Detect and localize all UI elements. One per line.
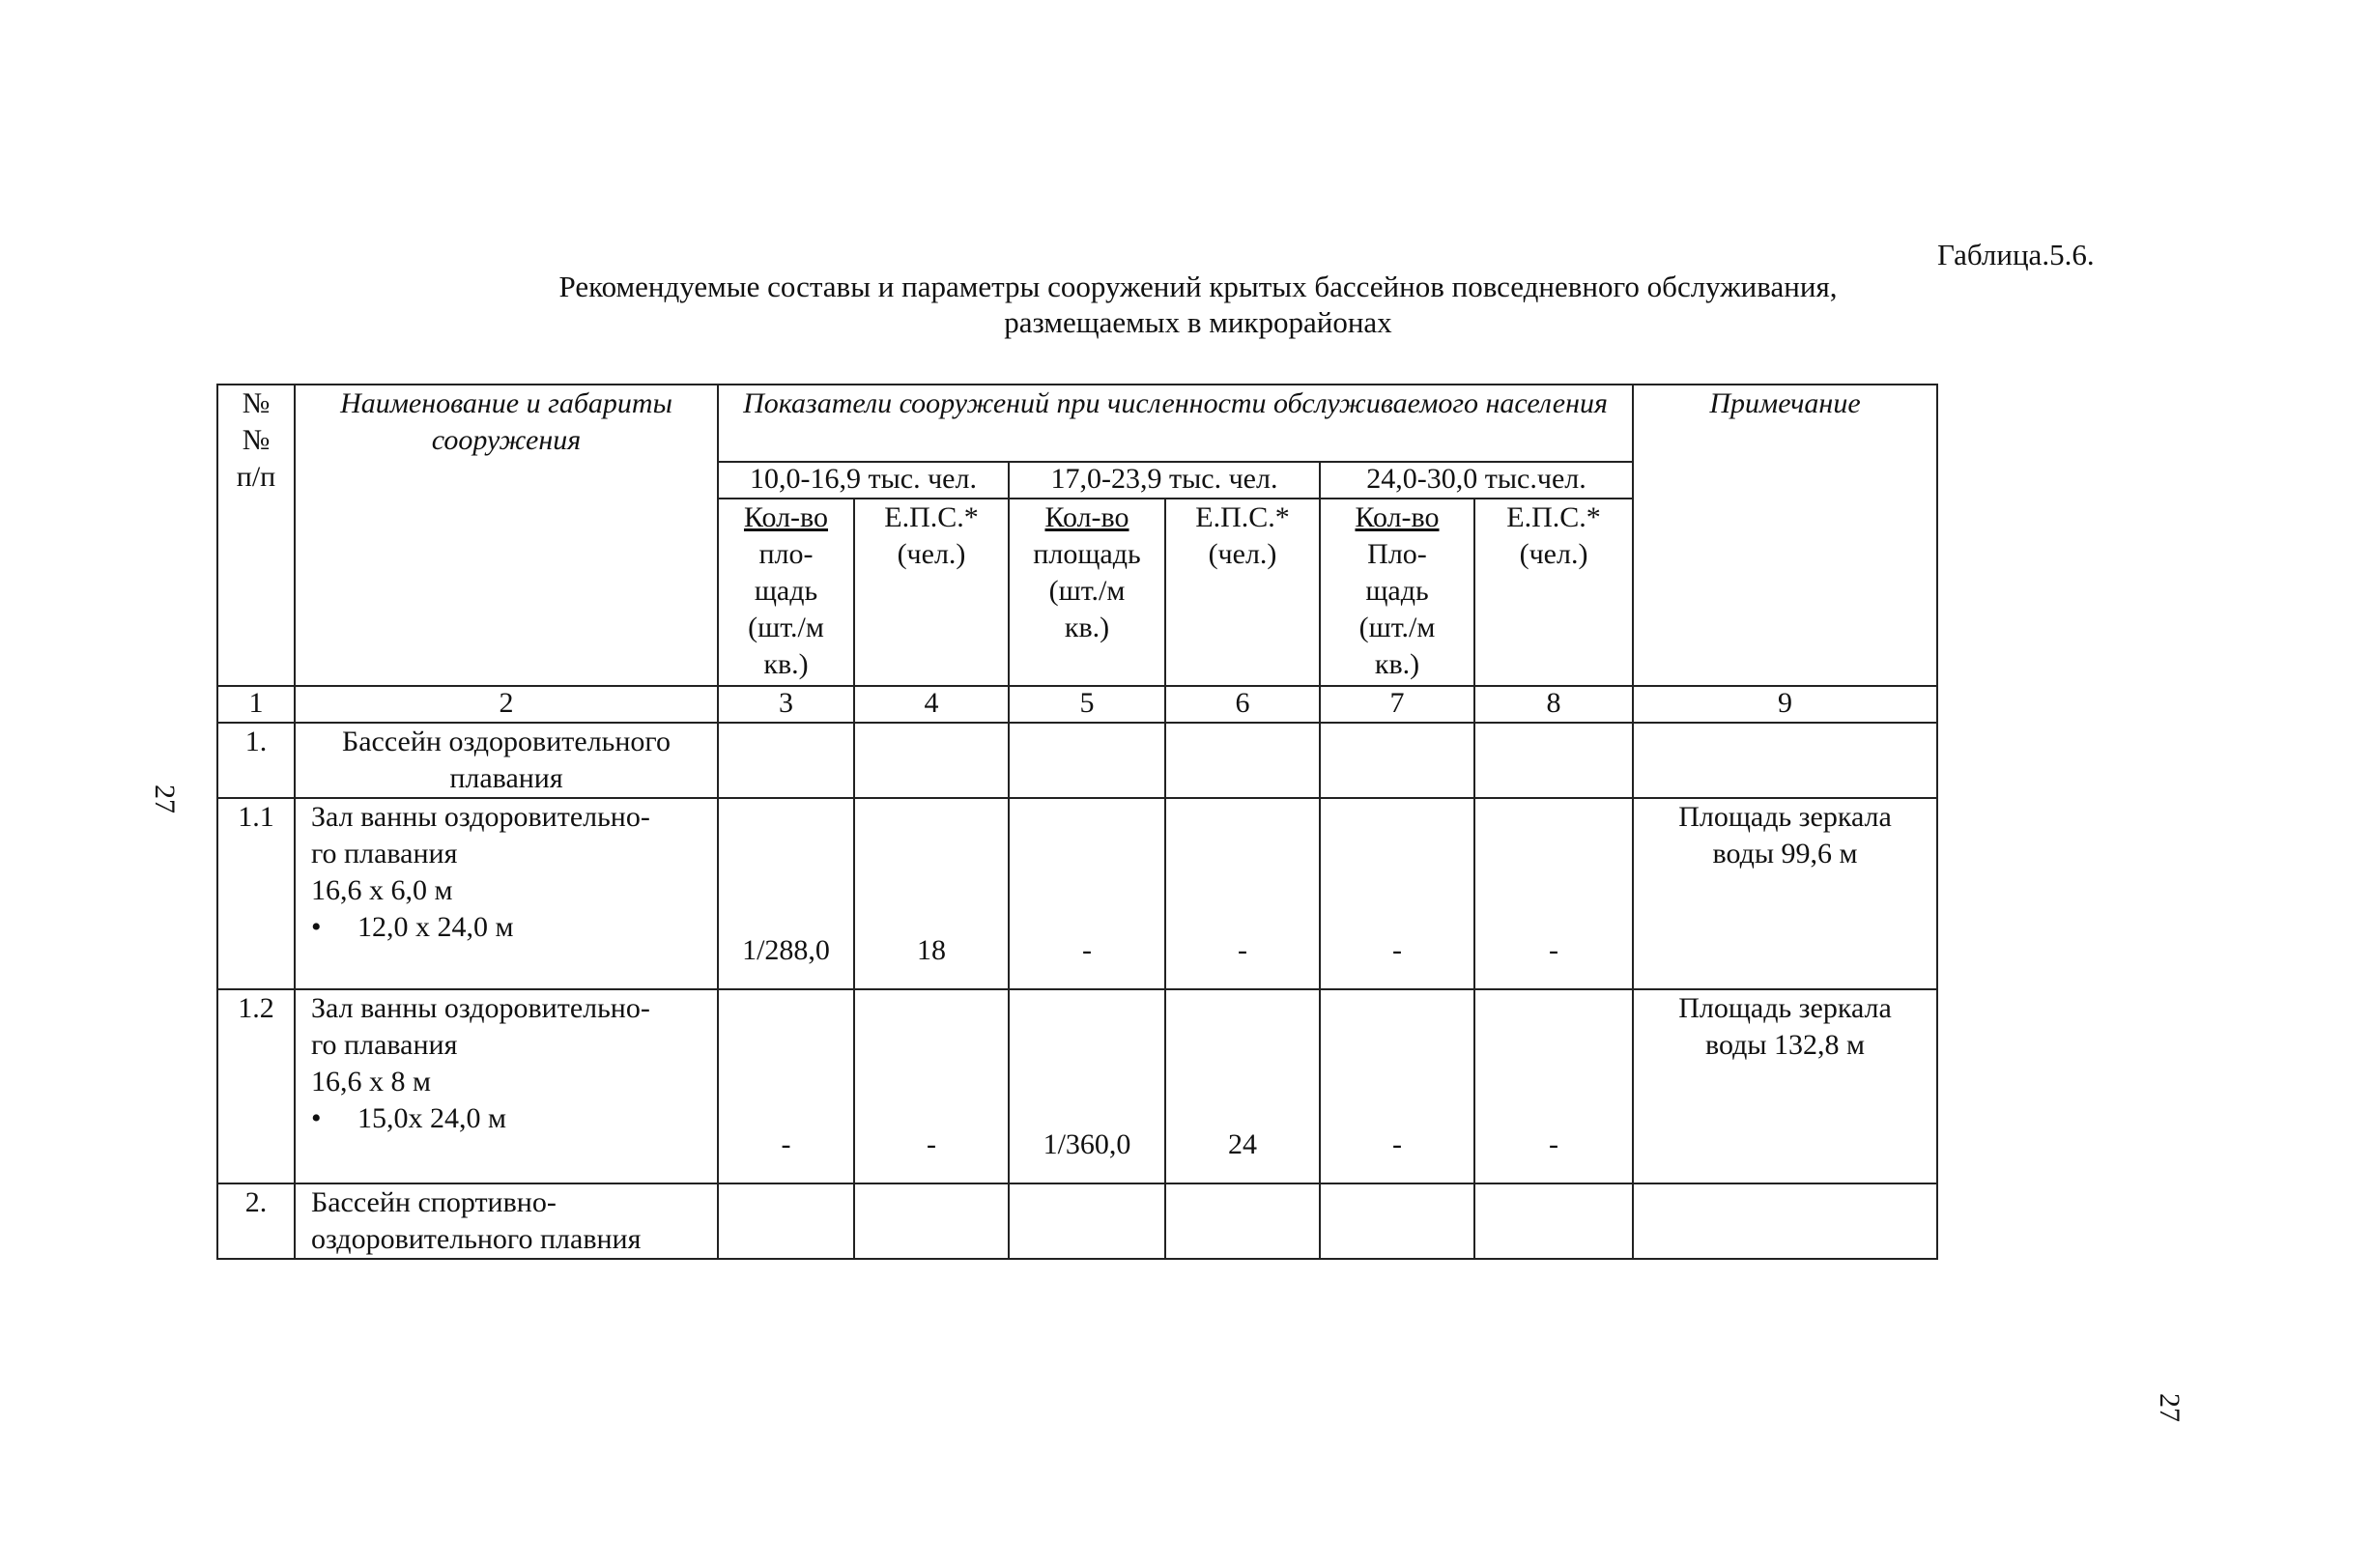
value-cell: - xyxy=(1474,989,1633,1183)
g1-eps-line: Е.П.С.* xyxy=(884,501,979,533)
column-number: 4 xyxy=(854,686,1009,723)
column-number: 9 xyxy=(1633,686,1937,723)
header-no-line: № xyxy=(242,387,271,419)
bullet-icon: • xyxy=(311,911,322,943)
g3-eps-line: (чел.) xyxy=(1519,538,1588,570)
column-number: 6 xyxy=(1165,686,1320,723)
value-cell xyxy=(1165,723,1320,798)
row-name-line: го плавания xyxy=(311,1029,458,1061)
header-name: Наименование и габариты сооружения xyxy=(295,385,718,686)
bottom-page-number: 27 xyxy=(2154,1393,2186,1422)
note-cell xyxy=(1633,798,1937,989)
note-cell xyxy=(1633,1183,1937,1259)
value-cell xyxy=(718,723,854,798)
value-cell xyxy=(1009,1183,1165,1259)
value-cell xyxy=(854,723,1009,798)
g1-count-line: щадь xyxy=(754,575,818,607)
g2-count-area-header xyxy=(1009,499,1165,686)
g3-count-line: Пло- xyxy=(1367,538,1427,570)
value-cell xyxy=(718,1183,854,1259)
value-cell: 1/360,0 xyxy=(1009,989,1165,1183)
value-cell xyxy=(1474,723,1633,798)
g1-count-label: Кол-во xyxy=(743,501,829,533)
row-name-line: Зал ванны оздоровительно- xyxy=(311,992,650,1024)
value-cell: - xyxy=(1320,989,1474,1183)
group-1-header: 10,0-16,9 тыс. чел. xyxy=(718,462,1009,499)
value-cell xyxy=(1320,723,1474,798)
bullet-icon: • xyxy=(311,1102,322,1134)
header-no-line: п/п xyxy=(236,461,276,493)
table-caption xyxy=(464,269,1932,340)
value-cell: 1/288,0 xyxy=(718,798,854,989)
facilities-table xyxy=(216,384,1938,1260)
header-no-line: № xyxy=(242,424,271,456)
g1-count-area-header xyxy=(718,499,854,686)
g2-count-line: (шт./м xyxy=(1048,575,1126,607)
row-number: 1. xyxy=(217,723,295,798)
row-name xyxy=(295,798,718,989)
value-cell: - xyxy=(1165,798,1320,989)
note-cell xyxy=(1633,989,1937,1183)
header-row-1 xyxy=(217,385,1937,462)
header-indicators: Показатели сооружений при численности обслуживаемого населения xyxy=(718,385,1633,462)
row-name-line: плавания xyxy=(449,762,563,794)
g3-eps-header xyxy=(1474,499,1633,686)
row-name-line: 16,6 х 8 м xyxy=(311,1066,431,1098)
row-number: 2. xyxy=(217,1183,295,1259)
column-number: 1 xyxy=(217,686,295,723)
row-name-line: оздоровительного плавния xyxy=(311,1223,642,1255)
row-name xyxy=(295,1183,718,1259)
table-row xyxy=(217,798,1937,989)
side-page-number: 27 xyxy=(149,784,181,813)
value-cell: 18 xyxy=(854,798,1009,989)
value-cell: - xyxy=(1009,798,1165,989)
g2-count-label: Кол-во xyxy=(1044,501,1129,533)
caption-line-2: размещаемых в микрорайонах xyxy=(1004,305,1392,339)
value-cell xyxy=(1474,1183,1633,1259)
g1-count-line: (шт./м xyxy=(748,612,824,643)
value-cell: - xyxy=(1320,798,1474,989)
value-cell: 24 xyxy=(1165,989,1320,1183)
g1-eps-header xyxy=(854,499,1009,686)
column-numbers-row xyxy=(217,686,1937,723)
row-number: 1.2 xyxy=(217,989,295,1183)
value-cell xyxy=(854,1183,1009,1259)
row-bullet-item xyxy=(311,909,713,946)
value-cell: - xyxy=(718,989,854,1183)
caption-line-1: Рекомендуемые составы и параметры сооружений крытых бассейнов повседневного обслуживания, xyxy=(558,270,1838,303)
g2-count-line: кв.) xyxy=(1064,612,1110,643)
table-label: Габлица.5.6. xyxy=(1937,238,2095,271)
row-name-line: Бассейн спортивно- xyxy=(311,1186,557,1218)
note-line: воды 99,6 м xyxy=(1712,838,1858,870)
note-line: Площадь зеркала xyxy=(1678,992,1892,1024)
g2-eps-line: (чел.) xyxy=(1208,538,1277,570)
g3-count-line: кв.) xyxy=(1374,648,1420,680)
value-cell xyxy=(1165,1183,1320,1259)
row-bullet-item xyxy=(311,1100,713,1137)
row-name-line: Бассейн оздоровительного xyxy=(342,726,671,757)
column-number: 3 xyxy=(718,686,854,723)
note-line: Площадь зеркала xyxy=(1678,801,1892,833)
g1-eps-line: (чел.) xyxy=(897,538,966,570)
row-name-line: го плавания xyxy=(311,838,458,870)
g2-eps-line: Е.П.С.* xyxy=(1195,501,1290,533)
g3-count-line: щадь xyxy=(1365,575,1429,607)
value-cell xyxy=(1009,723,1165,798)
table-row xyxy=(217,989,1937,1183)
table-row xyxy=(217,1183,1937,1259)
group-2-header: 17,0-23,9 тыс. чел. xyxy=(1009,462,1320,499)
bullet-text: 12,0 х 24,0 м xyxy=(357,911,514,943)
table-row xyxy=(217,723,1937,798)
column-number: 8 xyxy=(1474,686,1633,723)
bullet-text: 15,0х 24,0 м xyxy=(357,1102,506,1134)
g1-count-line: пло- xyxy=(758,538,814,570)
g3-eps-line: Е.П.С.* xyxy=(1506,501,1601,533)
header-no xyxy=(217,385,295,686)
row-name xyxy=(295,989,718,1183)
row-name-line: 16,6 х 6,0 м xyxy=(311,874,453,906)
column-number: 7 xyxy=(1320,686,1474,723)
g2-eps-header xyxy=(1165,499,1320,686)
column-number: 5 xyxy=(1009,686,1165,723)
g3-count-label: Кол-во xyxy=(1355,501,1440,533)
g3-count-line: (шт./м xyxy=(1358,612,1436,643)
value-cell xyxy=(1320,1183,1474,1259)
value-cell: - xyxy=(854,989,1009,1183)
value-cell: - xyxy=(1474,798,1633,989)
g3-count-area-header xyxy=(1320,499,1474,686)
column-number: 2 xyxy=(295,686,718,723)
header-note: Примечание xyxy=(1633,385,1937,686)
note-line: воды 132,8 м xyxy=(1705,1029,1866,1061)
g1-count-line: кв.) xyxy=(763,648,809,680)
note-cell xyxy=(1633,723,1937,798)
group-3-header: 24,0-30,0 тыс.чел. xyxy=(1320,462,1633,499)
row-name-line: Зал ванны оздоровительно- xyxy=(311,801,650,833)
row-number: 1.1 xyxy=(217,798,295,989)
row-name xyxy=(295,723,718,798)
g2-count-line: площадь xyxy=(1033,538,1141,570)
